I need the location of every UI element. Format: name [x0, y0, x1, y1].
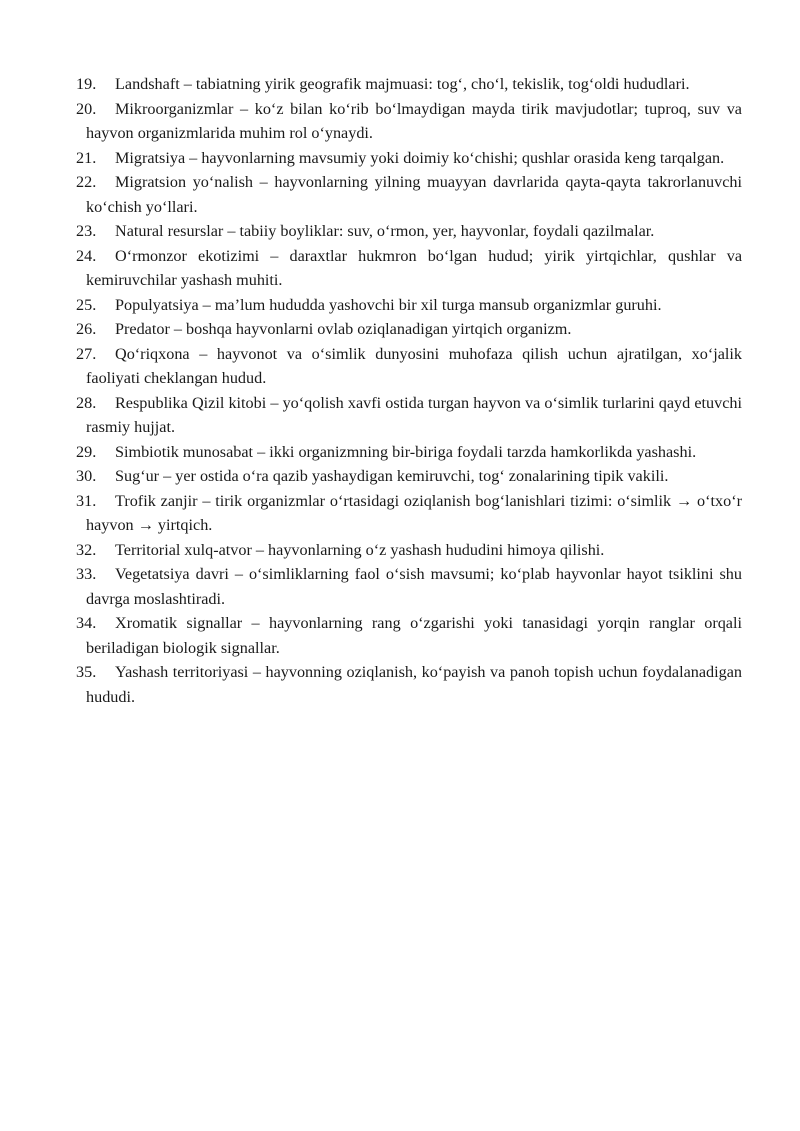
entry-text: Qo‘riqxona – hayvonot va o‘simlik dunyosini muhofaza qilish uchun ajratilgan, xo‘jalik faoliyati cheklangan hudud.	[86, 344, 742, 387]
entry-text: Mikroorganizmlar – ko‘z bilan ko‘rib bo‘lmaydigan mayda tirik mavjudotlar; tuproq, suv va hayvon organizmlarida muhim rol o‘ynaydi.	[86, 99, 742, 142]
entry-number: 25.	[76, 295, 97, 314]
entry-text: Xromatik signallar – hayvonlarning rang o‘zgarishi yoki tanasidagi yorqin ranglar orqali beriladigan biologik signallar.	[86, 614, 742, 657]
entry-number: 28.	[76, 393, 97, 412]
glossary-entry	[76, 391, 742, 440]
entry-number: 26.	[76, 320, 97, 338]
glossary-entry	[76, 464, 742, 489]
entry-number: 19.	[76, 75, 97, 93]
entry-text: Populyatsiya – ma’lum hududda yashovchi bir xil turga mansub organizmlar guruhi.	[115, 295, 662, 314]
glossary-entry	[76, 342, 742, 391]
entry-number: 21.	[76, 148, 97, 167]
glossary-entry	[76, 244, 742, 293]
entry-number: 29.	[76, 442, 97, 461]
glossary-entry	[76, 489, 742, 538]
glossary-entry	[76, 293, 742, 318]
entry-text: Migratsiya – hayvonlarning mavsumiy yoki doimiy ko‘chishi; qushlar orasida keng tarqalgan.	[115, 148, 725, 167]
entry-text: Simbiotik munosabat – ikki organizmning bir-biriga foydali tarzda hamkorlikda yashashi.	[115, 442, 697, 461]
entry-number: 22.	[76, 173, 97, 191]
entry-text: Territorial xulq-atvor – hayvonlarning o‘z yashash hududini himoya qilishi.	[115, 540, 605, 559]
entry-text: Vegetatsiya davri – o‘simliklarning faol o‘sish mavsumi; ko‘plab hayvonlar hayot tsiklini shu davrga moslashtiradi.	[86, 565, 742, 608]
entry-text: Natural resurslar – tabiiy boyliklar: suv, o‘rmon, yer, hayvonlar, foydali qazilmalar.	[115, 222, 655, 240]
glossary-entry	[76, 660, 742, 709]
entry-text: O‘rmonzor ekotizimi – daraxtlar hukmron bo‘lgan hudud; yirik yirtqichlar, qushlar va kemiruvchilar yashash muhiti.	[86, 246, 742, 289]
entry-number: 34.	[76, 614, 97, 632]
entry-text: Landshaft – tabiatning yirik geografik majmuasi: tog‘, cho‘l, tekislik, tog‘oldi hududlari.	[115, 75, 690, 93]
entry-text: Sug‘ur – yer ostida o‘ra qazib yashaydigan kemiruvchi, tog‘ zonalarining tipik vakili.	[115, 467, 669, 485]
glossary-entry	[76, 538, 742, 563]
glossary-entry	[76, 611, 742, 660]
entry-number: 23.	[76, 222, 97, 240]
entry-number: 31.	[76, 491, 97, 510]
glossary-entry	[76, 170, 742, 219]
glossary-entry	[76, 219, 742, 244]
glossary-entry	[76, 440, 742, 465]
glossary-entry	[76, 146, 742, 171]
entry-number: 32.	[76, 540, 97, 559]
entry-number: 24.	[76, 246, 97, 265]
document-page	[76, 72, 742, 709]
entry-text: Respublika Qizil kitobi – yo‘qolish xavfi ostida turgan hayvon va o‘simlik turlarini qayd etuvchi rasmiy hujjat.	[86, 393, 742, 436]
glossary-list	[76, 72, 742, 709]
glossary-entry	[76, 72, 742, 97]
glossary-entry	[76, 562, 742, 611]
glossary-entry	[76, 97, 742, 146]
entry-number: 27.	[76, 344, 97, 363]
glossary-entry	[76, 317, 742, 342]
entry-text: Migratsion yo‘nalish – hayvonlarning yilning muayyan davrlarida qayta-qayta takrorlanuvchi ko‘chish yo‘llari.	[86, 173, 742, 216]
entry-number: 30.	[76, 467, 97, 485]
entry-text: Yashash territoriyasi – hayvonning oziqlanish, ko‘payish va panoh topish uchun foydalanadigan hududi.	[86, 663, 742, 706]
entry-number: 35.	[76, 663, 97, 681]
entry-number: 33.	[76, 565, 97, 583]
entry-number: 20.	[76, 99, 97, 118]
entry-text: Trofik zanjir – tirik organizmlar o‘rtasidagi oziqlanish bog‘lanishlari tizimi: o‘simlik → o‘txo‘r hayvon → yirtqich.	[86, 491, 742, 534]
entry-text: Predator – boshqa hayvonlarni ovlab oziqlanadigan yirtqich organizm.	[115, 320, 572, 338]
